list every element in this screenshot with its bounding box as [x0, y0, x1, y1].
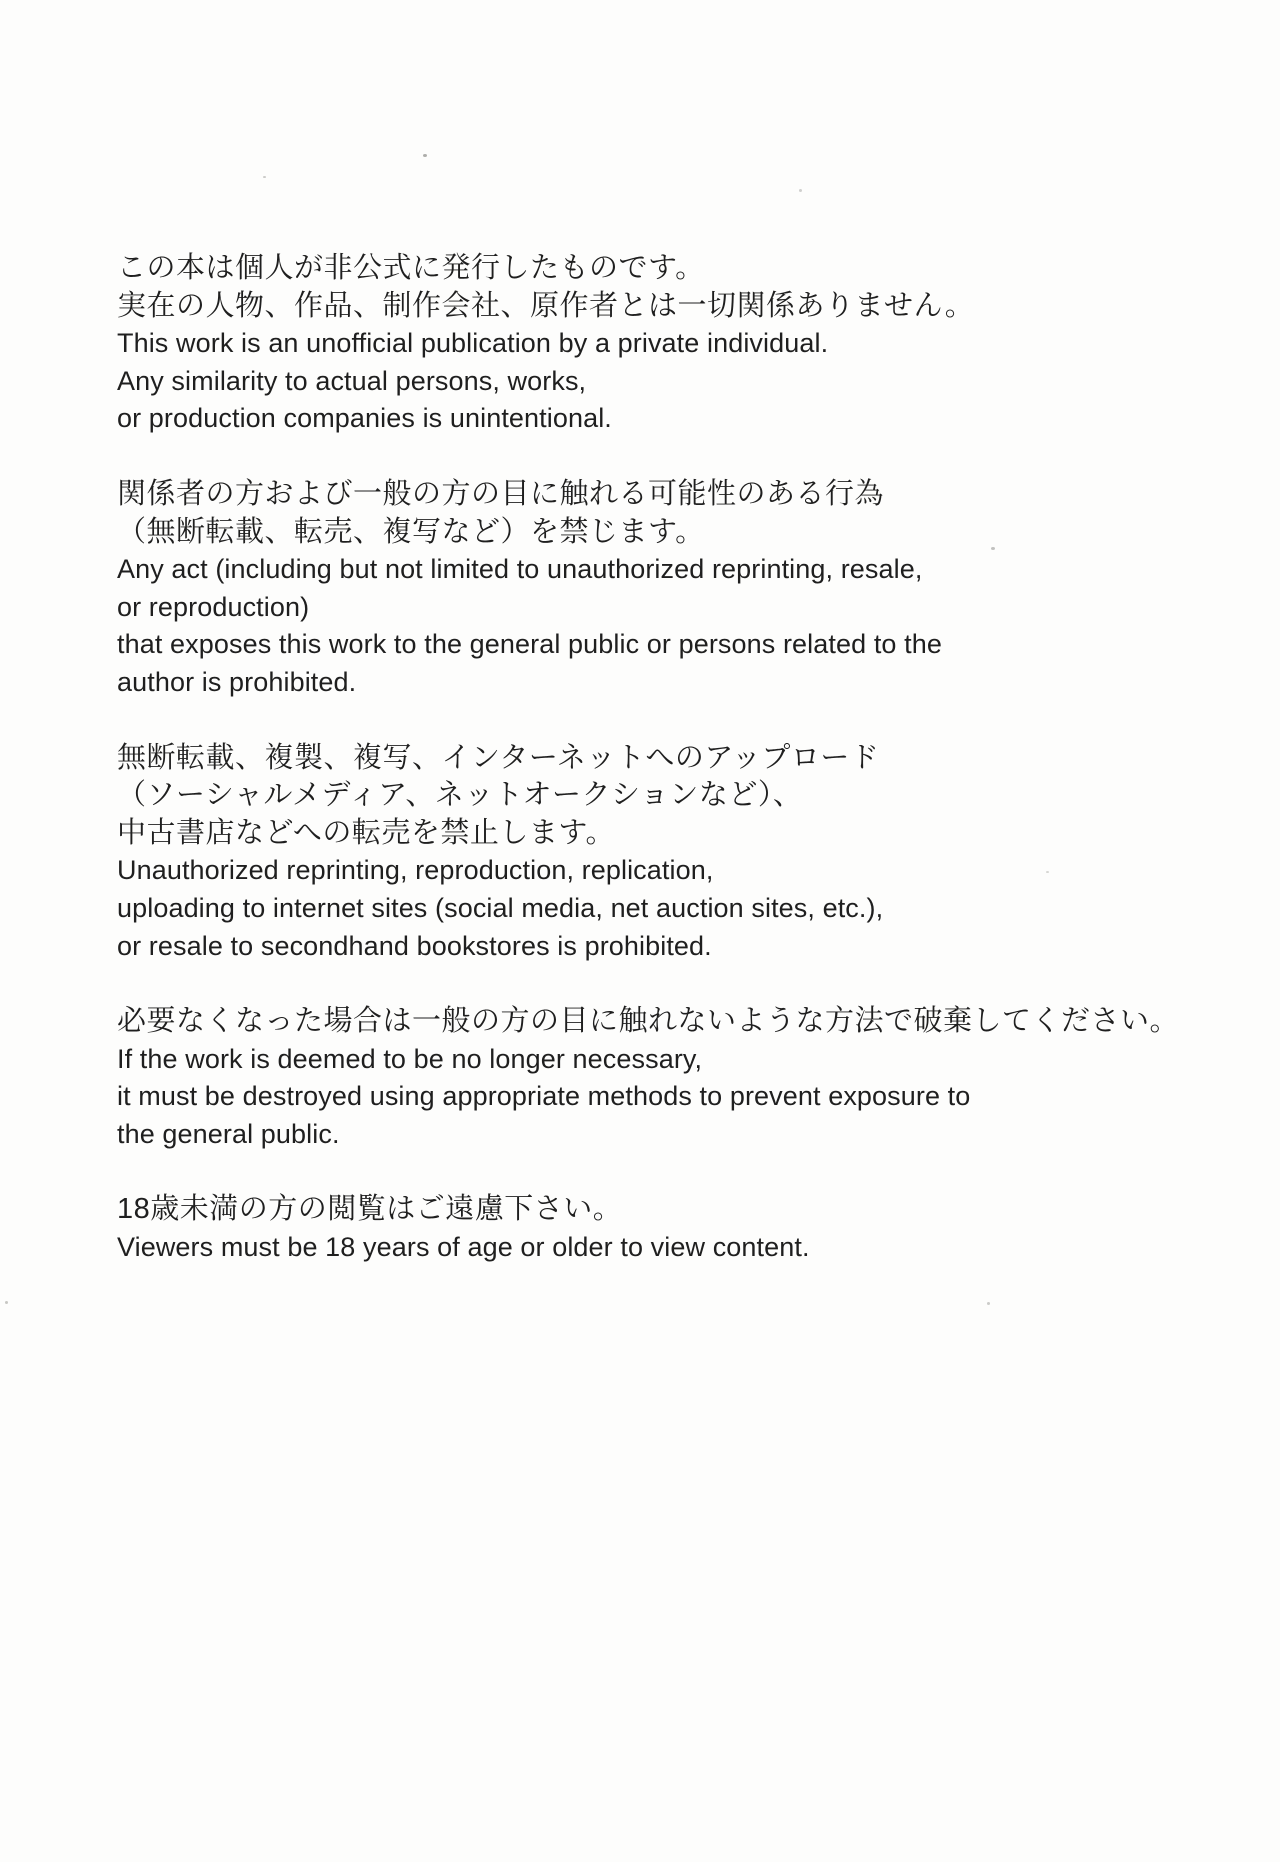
scan-speck — [991, 547, 995, 550]
disclaimer-line-jp: この本は個人が非公式に発行したものです。 — [117, 252, 705, 284]
disclaimer-line-jp: （ソーシャルメディア、ネットオークションなど）、 — [117, 779, 803, 812]
scan-speck — [1046, 871, 1049, 873]
scan-speck — [5, 1301, 8, 1304]
scan-speck — [263, 176, 266, 178]
disclaimer-line-en: or reproduction) — [117, 591, 310, 622]
disclaimer-block-age-restriction — [117, 1191, 1177, 1266]
disclaimer-line-en: Any similarity to actual persons, works, — [117, 365, 587, 396]
disclaimer-line-en: This work is an unofficial publication by a private individual. — [117, 328, 829, 359]
disclaimer-line-jp: 無断転載、複製、複写、インターネットへのアップロード — [117, 741, 880, 774]
disclaimer-page — [117, 250, 1180, 1305]
scan-speck — [799, 189, 802, 192]
disclaimer-line-jp: 関係者の方および一般の方の目に触れる可能性のある行為 — [117, 477, 885, 510]
disclaimer-line-en: that exposes this work to the general public or persons related to the — [117, 629, 942, 660]
disclaimer-line-en: author is prohibited. — [117, 666, 357, 697]
disclaimer-line-en: If the work is deemed to be no longer necessary, — [117, 1043, 703, 1074]
disclaimer-line-jp: 実在の人物、作品、制作会社、原作者とは一切関係ありません。 — [117, 289, 975, 322]
disclaimer-line-en: or resale to secondhand bookstores is prohibited. — [117, 930, 712, 961]
disclaimer-line-en: Unauthorized reprinting, reproduction, replication, — [117, 855, 714, 886]
disclaimer-line-en: it must be destroyed using appropriate methods to prevent exposure to — [117, 1081, 971, 1112]
disclaimer-line-en: uploading to internet sites (social media, net auction sites, etc.), — [117, 892, 884, 923]
disclaimer-line-en: Any act (including but not limited to unauthorized reprinting, resale, — [117, 554, 923, 585]
disclaimer-line-en: Viewers must be 18 years of age or older to view content. — [117, 1232, 810, 1263]
disclaimer-line-jp: 必要なくなった場合は一般の方の目に触れないような方法で破棄してください。 — [117, 1005, 1180, 1038]
disclaimer-line-en: or production companies is unintentional. — [117, 403, 612, 434]
scan-speck — [987, 1302, 990, 1305]
disclaimer-block-publication — [117, 250, 1177, 438]
scan-speck — [423, 154, 427, 157]
disclaimer-line-jp: （無断転載、転売、複写など）を禁じます。 — [117, 515, 705, 548]
disclaimer-block-exposure — [117, 476, 1177, 702]
disclaimer-block-reprinting — [117, 740, 1177, 966]
disclaimer-line-jp: 18歳未満の方の閲覧はご遠慮下さい。 — [117, 1193, 623, 1226]
disclaimer-block-disposal — [117, 1003, 1180, 1153]
disclaimer-line-jp: 中古書店などへの転売を禁止します。 — [117, 816, 616, 849]
disclaimer-line-en: the general public. — [117, 1118, 340, 1149]
